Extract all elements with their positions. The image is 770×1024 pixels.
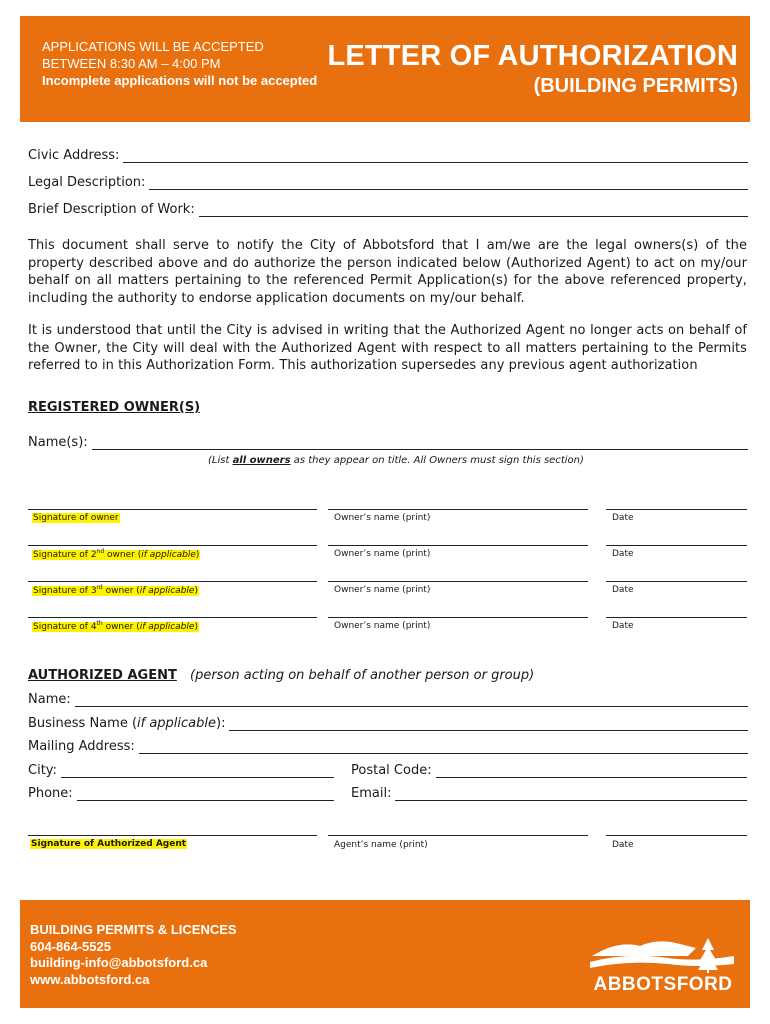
owner-names-row — [28, 435, 748, 450]
phone-field[interactable] — [77, 788, 334, 801]
work-description-row — [28, 202, 748, 217]
business-name-row — [28, 716, 748, 731]
civic-address-row — [28, 148, 748, 163]
owner-4-name-line[interactable] — [328, 617, 588, 618]
registered-owners-heading: REGISTERED OWNER(S) — [28, 400, 201, 415]
owner-2-signature-line[interactable] — [28, 545, 317, 546]
owner-4-signature-label — [32, 620, 199, 632]
contact-email[interactable]: building-info@abbotsford.ca — [30, 955, 208, 970]
city-row — [28, 763, 334, 778]
header-banner — [20, 16, 750, 122]
agent-print-name-line[interactable] — [328, 835, 588, 836]
owner-2-name-line[interactable] — [328, 545, 588, 546]
civic-address-field[interactable] — [123, 150, 748, 163]
email-label: Email: — [351, 786, 392, 801]
owner-1-name-line[interactable] — [328, 509, 588, 510]
postal-code-label: Postal Code: — [351, 763, 432, 778]
form-title: LETTER OF AUTHORIZATION — [327, 40, 738, 72]
website-link[interactable]: www.abbotsford.ca — [30, 971, 150, 987]
phone-label: Phone: — [28, 786, 73, 801]
owner-4-date-line[interactable] — [606, 617, 747, 618]
agent-date-label: Date — [612, 840, 634, 850]
agent-signature-line[interactable] — [28, 835, 317, 836]
note-suffix: as they appear on title. All Owners must sign this section) — [290, 455, 584, 466]
mailing-address-row — [28, 739, 748, 754]
owner-3-name-line[interactable] — [328, 581, 588, 582]
owner-1-signature-line[interactable] — [28, 509, 317, 510]
agent-name-row — [28, 692, 748, 707]
owner-1-name-label: Owner’s name (print) — [334, 513, 431, 523]
contact-phone: 604-864-5525 — [30, 938, 111, 954]
note-emphasis: all owners — [232, 455, 291, 466]
owner-2-date-label: Date — [612, 549, 634, 559]
contact-info — [30, 922, 237, 988]
acceptance-notice — [42, 38, 317, 89]
owner-2-date-line[interactable] — [606, 545, 747, 546]
postal-code-row — [351, 763, 747, 778]
agent-date-line[interactable] — [606, 835, 747, 836]
owner-1-signature-text: Signature of owner — [33, 513, 119, 523]
email-row — [351, 786, 747, 801]
mailing-address-label: Mailing Address: — [28, 739, 135, 754]
footer-banner — [20, 900, 750, 1008]
mailing-address-field[interactable] — [139, 741, 748, 754]
owner-1-signature-label — [32, 513, 120, 523]
owner-1-date-label: Date — [612, 513, 634, 523]
work-description-label: Brief Description of Work: — [28, 202, 195, 217]
authorization-paragraph-1: This document shall serve to notify the City of Abbotsford that I am/we are the legal owners(s) of the property described above and do authorize the person indicated below (Authorized Agent) to act on my/our behalf on all matters pertaining to the referenced Permit Application(s) for the above referenced property, including the authority to endorse application documents on my/our behalf. — [28, 238, 747, 306]
owner-3-signature-label — [32, 584, 199, 596]
civic-address-label: Civic Address: — [28, 148, 120, 163]
owner-4-date-label: Date — [612, 621, 634, 631]
business-name-field[interactable] — [229, 718, 748, 731]
owner-4-signature-line[interactable] — [28, 617, 317, 618]
owner-names-label: Name(s): — [28, 435, 88, 450]
incomplete-warning: Incomplete applications will not be accepted — [42, 73, 318, 88]
agent-signature-label: Signature of Authorized Agent — [31, 839, 187, 849]
owner-2-signature-label — [32, 548, 200, 560]
owner-1-date-line[interactable] — [606, 509, 747, 510]
form-subtitle: (BUILDING PERMITS) — [533, 75, 738, 97]
phone-row — [28, 786, 334, 801]
mountain-logo-icon — [588, 934, 738, 974]
owner-4-signature-text: Signature of 4th owner (if applicable) — [33, 620, 198, 632]
owner-3-name-label: Owner’s name (print) — [334, 585, 431, 595]
owner-4-name-label: Owner’s name (print) — [334, 621, 431, 631]
email-field[interactable] — [395, 788, 747, 801]
owner-3-signature-text: Signature of 3rd owner (if applicable) — [33, 584, 198, 596]
city-field[interactable] — [61, 765, 334, 778]
agent-name-label: Name: — [28, 692, 71, 707]
note-prefix: (List — [208, 455, 233, 466]
acceptance-line-1: APPLICATIONS WILL BE ACCEPTED — [42, 39, 264, 54]
authorized-agent-note: (person acting on behalf of another person or group) — [190, 668, 535, 683]
legal-description-field[interactable] — [149, 177, 748, 190]
agent-name-field[interactable] — [75, 694, 748, 707]
owner-2-name-label: Owner’s name (print) — [334, 549, 431, 559]
owner-3-signature-line[interactable] — [28, 581, 317, 582]
department-name: BUILDING PERMITS & LICENCES — [30, 922, 237, 937]
authorization-paragraph-2: It is understood that until the City is advised in writing that the Authorized Agent no longer acts on behalf of the Owner, the City will deal with the Authorized Agent with respect to all matters pertaining to the Permits referred to in this Authorization Form. This authorization supersedes any previous agent authorization — [28, 323, 747, 373]
legal-description-row — [28, 175, 748, 190]
logo-wordmark: ABBOTSFORD — [593, 974, 733, 995]
owner-names-field[interactable] — [92, 437, 748, 450]
form-title-block — [327, 38, 738, 98]
postal-code-field[interactable] — [436, 765, 747, 778]
agent-print-name-label: Agent’s name (print) — [334, 840, 428, 850]
owners-instruction-note — [208, 455, 584, 466]
acceptance-hours: BETWEEN 8:30 AM – 4:00 PM — [42, 56, 221, 71]
owner-3-date-label: Date — [612, 585, 634, 595]
owner-3-date-line[interactable] — [606, 581, 747, 582]
owner-2-signature-text: Signature of 2nd owner (if applicable) — [33, 548, 200, 560]
authorized-agent-heading: AUTHORIZED AGENT — [28, 668, 177, 683]
city-label: City: — [28, 763, 57, 778]
abbotsford-logo — [588, 934, 738, 996]
legal-description-label: Legal Description: — [28, 175, 146, 190]
work-description-field[interactable] — [199, 204, 748, 217]
business-name-label: Business Name (if applicable): — [28, 716, 226, 731]
